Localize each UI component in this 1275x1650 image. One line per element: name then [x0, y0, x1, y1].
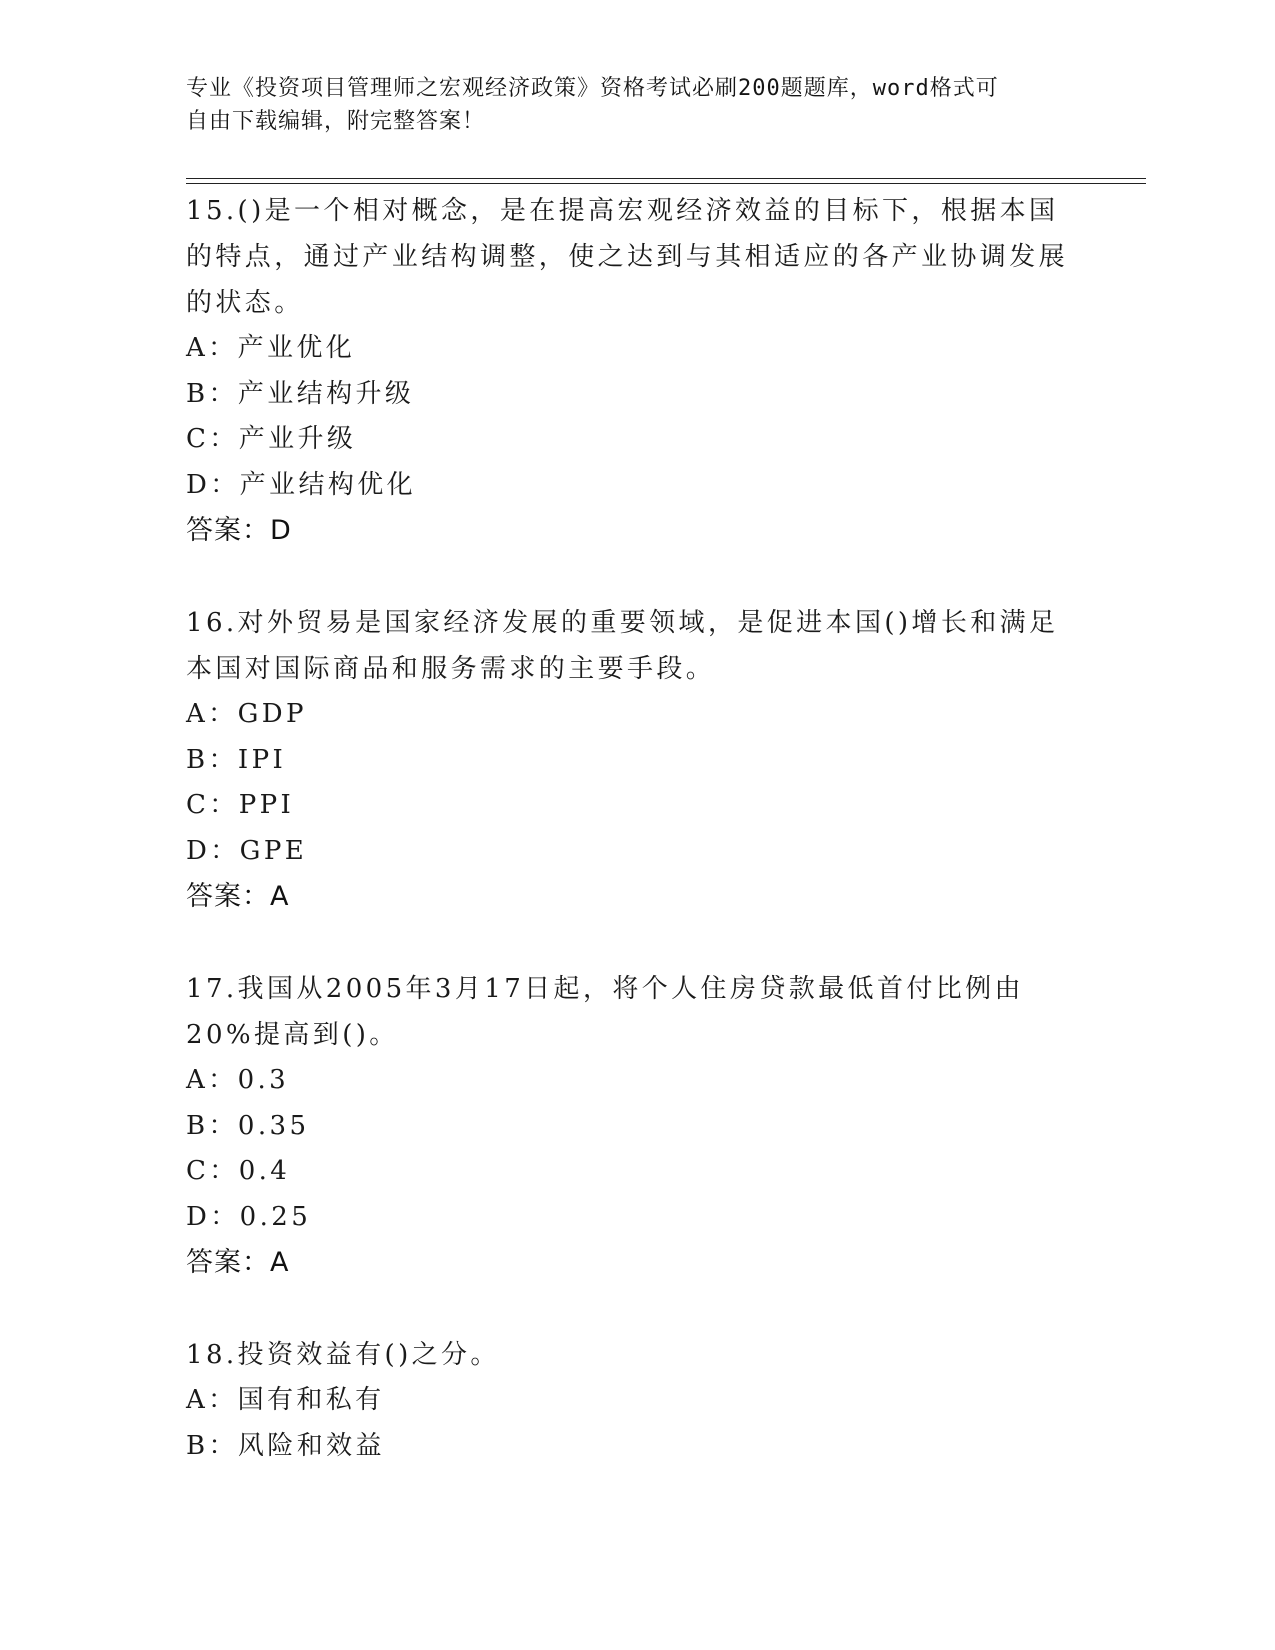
header-line-2: 自由下载编辑，附完整答案！: [186, 109, 486, 134]
option-b: B：风险和效益: [186, 1430, 385, 1461]
option-a: A：0.3: [186, 1065, 290, 1095]
question-15: [186, 188, 1086, 554]
option-c: C：产业升级: [186, 424, 357, 454]
question-17: [186, 966, 1086, 1286]
question-text: 17.我国从2005年3月17日起，将个人住房贷款最低首付比例由20%提高到()。: [186, 974, 1024, 1050]
header-divider-bottom: [186, 183, 1146, 184]
answer: 答案：A: [186, 881, 290, 912]
option-d: D：GPE: [186, 835, 308, 866]
question-text: 16.对外贸易是国家经济发展的重要领域，是促进本国()增长和满足本国对国际商品和服务需求的主要手段。: [186, 608, 1059, 684]
option-d: D：产业结构优化: [186, 469, 417, 500]
document-header: [186, 72, 1066, 138]
spacer: [186, 554, 1086, 600]
option-a: A：产业优化: [186, 333, 356, 363]
spacer: [186, 920, 1086, 966]
option-b: B：IPI: [186, 744, 287, 775]
option-a: A：国有和私有: [186, 1385, 385, 1415]
question-list: [186, 188, 1086, 1469]
option-d: D：0.25: [186, 1201, 312, 1232]
question-18: [186, 1332, 1086, 1469]
header-divider-top: [186, 178, 1146, 179]
option-c: C：0.4: [186, 1156, 291, 1186]
option-b: B：产业结构升级: [186, 378, 415, 409]
option-b: B：0.35: [186, 1110, 310, 1141]
question-text: 15.()是一个相对概念，是在提高宏观经济效益的目标下，根据本国的特点，通过产业结构调整，使之达到与其相适应的各产业协调发展的状态。: [186, 196, 1069, 318]
question-16: [186, 600, 1086, 920]
option-a: A：GDP: [186, 699, 307, 729]
header-line-1: 专业《投资项目管理师之宏观经济政策》资格考试必刷200题题库，word格式可: [186, 76, 999, 101]
answer: 答案：A: [186, 1247, 290, 1278]
spacer: [186, 1286, 1086, 1332]
question-text: 18.投资效益有()之分。: [186, 1340, 500, 1370]
answer: 答案：D: [186, 515, 292, 546]
option-c: C：PPI: [186, 790, 295, 820]
